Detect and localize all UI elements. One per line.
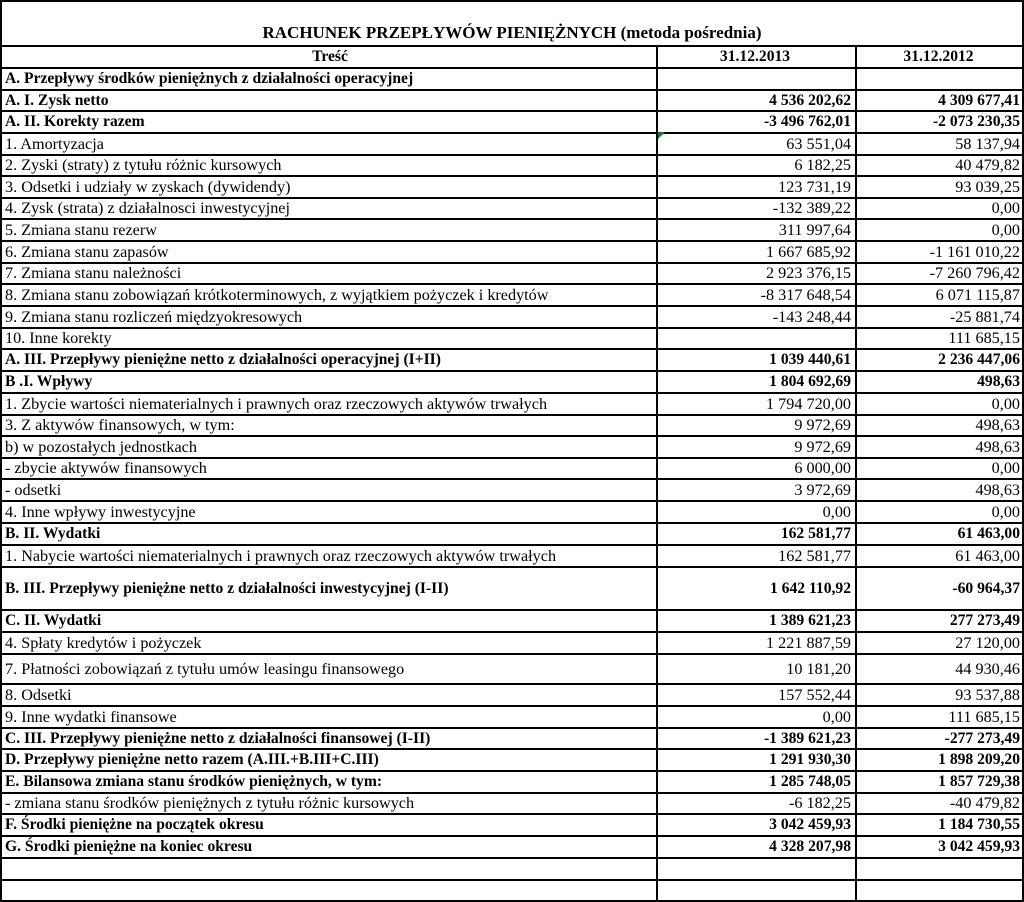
value-2012: 27 120,00 — [955, 633, 1020, 652]
h-gridline — [0, 89, 1024, 91]
h-gridline — [0, 500, 1024, 502]
value-2013: 123 731,19 — [778, 177, 851, 196]
row-label: F. Środki pieniężne na początek okresu — [5, 816, 264, 834]
h-gridline — [0, 414, 1024, 416]
h-gridline — [0, 283, 1024, 285]
row-label: A. Przepływy środków pieniężnych z działalności operacyjnej — [5, 70, 414, 88]
value-2013: -3 496 762,01 — [763, 113, 851, 131]
value-2013: 311 997,64 — [778, 220, 851, 239]
value-2013: 9 972,69 — [794, 416, 851, 435]
row-label: - zmiana stanu środków pieniężnych z tytułu różnic kursowych — [5, 794, 415, 813]
h-gridline — [0, 45, 1024, 47]
value-2013: -8 317 648,54 — [760, 285, 851, 304]
value-2012: 0,00 — [991, 459, 1020, 478]
h-gridline — [0, 683, 1024, 685]
row-label: G. Środki pieniężne na koniec okresu — [5, 838, 253, 856]
row-label: 4. Inne wpływy inwestycyjne — [5, 502, 196, 521]
value-2012: 58 137,94 — [955, 134, 1020, 153]
value-2013: 10 181,20 — [786, 659, 851, 678]
h-gridline — [0, 348, 1024, 350]
value-2013: 1 389 621,23 — [769, 612, 851, 630]
value-2013: 4 536 202,62 — [769, 91, 851, 109]
row-label: A. I. Zysk netto — [5, 91, 109, 109]
h-gridline — [0, 175, 1024, 177]
value-2013: 1 291 930,30 — [769, 751, 851, 769]
value-2012: 0,00 — [991, 199, 1020, 218]
h-gridline — [0, 609, 1024, 611]
value-2012: 93 039,25 — [955, 177, 1020, 196]
row-label: C. II. Wydatki — [5, 612, 102, 630]
value-2012: 61 463,00 — [955, 546, 1020, 565]
header-tresc: Treść — [312, 48, 348, 66]
value-2013: 162 581,77 — [778, 546, 851, 565]
value-2013: 1 804 692,69 — [769, 373, 851, 391]
row-label: A. II. Korekty razem — [5, 113, 145, 131]
h-gridline — [0, 327, 1024, 329]
value-2012: -25 881,74 — [949, 307, 1020, 326]
h-gridline — [0, 522, 1024, 524]
row-label: 1. Nabycie wartości niematerialnych i prawnych oraz rzeczowych aktywów trwałych — [5, 546, 557, 565]
value-2012: 498,63 — [975, 437, 1020, 456]
value-2013: 3 972,69 — [794, 480, 851, 499]
row-label: 1. Zbycie wartości niematerialnych i prawnych oraz rzeczowych aktywów trwałych — [5, 394, 548, 413]
value-2012: -60 964,37 — [952, 579, 1020, 597]
row-label: 8. Odsetki — [5, 685, 72, 704]
value-2013: 1 039 440,61 — [769, 351, 851, 369]
h-gridline — [0, 67, 1024, 69]
value-2012: 61 463,00 — [957, 525, 1020, 543]
value-2013: 9 972,69 — [794, 437, 851, 456]
h-gridline — [0, 197, 1024, 199]
row-label: 4. Spłaty kredytów i pożyczek — [5, 633, 202, 652]
row-label: 1. Amortyzacja — [5, 134, 104, 153]
value-2012: 0,00 — [991, 394, 1020, 413]
value-2012: 93 537,88 — [955, 685, 1020, 704]
row-label: 7. Zmiana stanu należności — [5, 264, 182, 283]
value-2012: 1 184 730,55 — [938, 816, 1020, 834]
h-gridline — [0, 457, 1024, 459]
row-label: - zbycie aktywów finansowych — [5, 459, 207, 478]
row-label: 4. Zysk (strata) z działalnosci inwestycyjnej — [5, 199, 290, 218]
h-gridline — [0, 835, 1024, 837]
value-2013: 3 042 459,93 — [769, 816, 851, 834]
header-date-2012: 31.12.2012 — [903, 48, 974, 66]
value-2012: 3 042 459,93 — [938, 838, 1020, 856]
value-2012: 498,63 — [975, 480, 1020, 499]
value-2012: 1 857 729,38 — [938, 773, 1020, 791]
sheet-title: RACHUNEK PRZEPŁYWÓW PIENIĘŻNYCH (metoda pośrednia) — [262, 23, 762, 42]
value-2013: 1 794 720,00 — [766, 394, 851, 413]
h-gridline — [0, 748, 1024, 750]
value-2012: -277 273,49 — [944, 729, 1020, 747]
header-date-2013: 31.12.2013 — [719, 48, 791, 66]
value-2012: 4 309 677,41 — [938, 91, 1020, 109]
value-2012: 0,00 — [991, 502, 1020, 521]
value-2013: 6 000,00 — [794, 459, 851, 478]
value-2013 — [659, 329, 851, 348]
value-2013: 0,00 — [822, 502, 851, 521]
value-2013: 63 551,04 — [786, 134, 851, 153]
h-gridline — [0, 813, 1024, 815]
value-2012 — [857, 69, 1020, 89]
value-2013: 1 642 110,92 — [769, 579, 851, 597]
value-2013: -1 389 621,23 — [763, 729, 851, 747]
value-2013: 4 328 207,98 — [769, 838, 851, 856]
h-gridline — [0, 435, 1024, 437]
value-2013 — [659, 69, 851, 89]
h-gridline — [0, 110, 1024, 112]
value-2013: -6 182,25 — [788, 794, 851, 813]
value-2012: 498,63 — [977, 373, 1020, 391]
h-gridline — [0, 132, 1024, 134]
h-gridline — [0, 262, 1024, 264]
h-gridline — [0, 792, 1024, 794]
value-2013: 6 182,25 — [794, 156, 851, 175]
value-2012: 277 273,49 — [949, 612, 1020, 630]
value-2013: 1 667 685,92 — [766, 242, 851, 261]
value-2012: 111 685,15 — [948, 707, 1020, 726]
h-gridline — [0, 240, 1024, 242]
value-2012: -2 073 230,35 — [932, 113, 1020, 131]
row-label: B. III. Przepływy pieniężne netto z działalności inwestycyjnej (I-II) — [5, 579, 449, 597]
row-label: C. III. Przepływy pieniężne netto z działalności finansowej (I-II) — [5, 729, 431, 747]
value-2012: -7 260 796,42 — [929, 264, 1020, 283]
h-gridline — [0, 305, 1024, 307]
value-2012: 40 479,82 — [955, 156, 1020, 175]
h-gridline — [0, 218, 1024, 220]
row-label: B. II. Wydatki — [5, 525, 101, 543]
h-gridline — [0, 478, 1024, 480]
value-2013: 1 285 748,05 — [769, 773, 851, 791]
row-label: B .I. Wpływy — [5, 373, 93, 391]
value-2012: 6 071 115,87 — [935, 285, 1020, 304]
v-gridline — [656, 45, 658, 902]
value-2013: 0,00 — [822, 707, 851, 726]
h-gridline — [0, 705, 1024, 707]
h-gridline — [0, 566, 1024, 568]
h-gridline — [0, 154, 1024, 156]
row-label: 7. Płatności zobowiązań z tytułu umów leasingu finansowego — [5, 659, 405, 678]
value-2013: 2 923 376,15 — [766, 264, 851, 283]
row-label: 10. Inne korekty — [5, 329, 112, 348]
value-2013: -132 389,22 — [772, 199, 851, 218]
row-label: 5. Zmiana stanu rezerw — [5, 220, 157, 239]
h-gridline — [0, 727, 1024, 729]
value-2013: 162 581,77 — [780, 525, 851, 543]
row-label: E. Bilansowa zmiana stanu środków pieniężnych, w tym: — [5, 773, 383, 791]
value-2012: 1 898 209,20 — [938, 751, 1020, 769]
value-2012: 2 236 447,06 — [938, 351, 1020, 369]
h-gridline — [0, 631, 1024, 633]
v-gridline — [855, 45, 857, 902]
h-gridline — [0, 392, 1024, 394]
row-label: 3. Z aktywów finansowych, w tym: — [5, 416, 235, 435]
cell-comment-marker — [658, 132, 665, 139]
h-gridline — [0, 370, 1024, 372]
row-label: A. III. Przepływy pieniężne netto z działalności operacyjnej (I+II) — [5, 351, 441, 369]
value-2013: 157 552,44 — [778, 685, 851, 704]
h-gridline — [0, 653, 1024, 655]
row-label: 9. Inne wydatki finansowe — [5, 707, 177, 726]
h-gridline — [0, 857, 1024, 859]
h-gridline — [0, 0, 1024, 2]
value-2012: 0,00 — [991, 220, 1020, 239]
row-label: 6. Zmiana stanu zapasów — [5, 242, 169, 261]
row-label: - odsetki — [5, 480, 62, 499]
v-gridline — [0, 0, 2, 902]
row-label: D. Przepływy pieniężne netto razem (A.III.+B.III+C.III) — [5, 751, 379, 769]
value-2013: 1 221 887,59 — [766, 633, 851, 652]
h-gridline — [0, 770, 1024, 772]
row-label: 8. Zmiana stanu zobowiązań krótkoterminowych, z wyjątkiem pożyczek i kredytów — [5, 285, 549, 304]
row-label: 2. Zyski (straty) z tytułu różnic kursowych — [5, 156, 282, 175]
row-label: 3. Odsetki i udziały w zyskach (dywidendy) — [5, 177, 291, 196]
value-2012: -40 479,82 — [949, 794, 1020, 813]
row-label: 9. Zmiana stanu rozliczeń międzyokresowych — [5, 307, 303, 326]
value-2013: -143 248,44 — [772, 307, 851, 326]
value-2012: 44 930,46 — [955, 659, 1020, 678]
row-label: b) w pozostałych jednostkach — [5, 437, 197, 456]
h-gridline — [0, 544, 1024, 546]
value-2012: -1 161 010,22 — [929, 242, 1020, 261]
h-gridline — [0, 879, 1024, 881]
value-2012: 111 685,15 — [948, 329, 1020, 348]
value-2012: 498,63 — [975, 416, 1020, 435]
